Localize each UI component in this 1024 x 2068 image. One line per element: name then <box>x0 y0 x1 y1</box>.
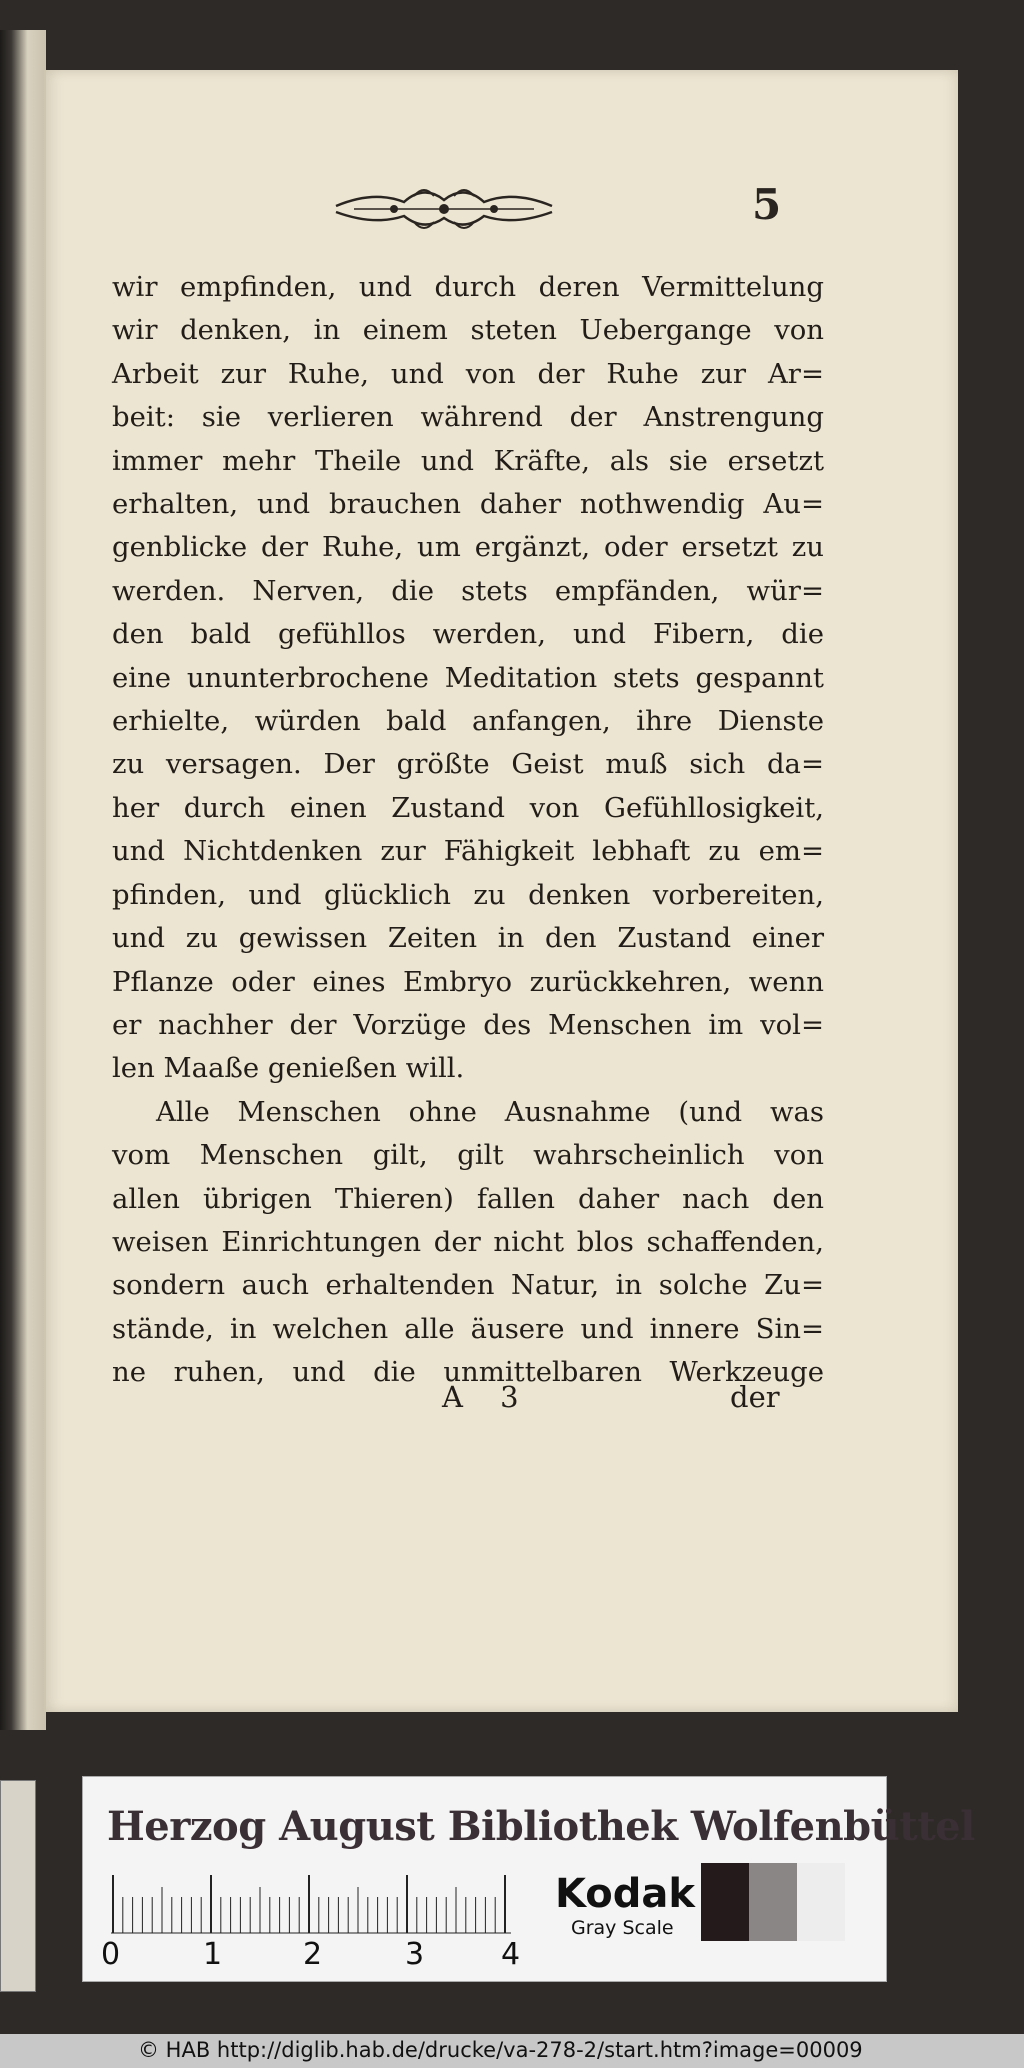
text-line: erhielte, würden bald anfangen, ihre Dienste <box>112 705 824 738</box>
ruler-scale <box>111 1875 511 1935</box>
text-line: Pflanze oder eines Embryo zurückkehren, wenn <box>112 965 824 998</box>
text-line: ne ruhen, und die unmittelbaren Werkzeuge <box>112 1356 824 1389</box>
text-line: weisen Einrichtungen der nicht blos schaffenden, <box>112 1225 824 1258</box>
text-line: stände, in welchen alle äusere und innere Sin= <box>112 1312 824 1345</box>
gray-patch-mid <box>749 1863 797 1941</box>
ruler-label: 0 <box>101 1937 121 1972</box>
text-line: erhalten, und brauchen daher nothwendig Au= <box>112 488 824 521</box>
text-line: immer mehr Theile und Kräfte, als sie ersetzt <box>112 444 824 477</box>
text-line: zu versagen. Der größte Geist muß sich da= <box>112 748 824 781</box>
gray-patch-light <box>797 1863 845 1941</box>
text-line: er nachher der Vorzüge des Menschen im vol= <box>112 1008 824 1041</box>
copyright-url: © HAB http://diglib.hab.de/drucke/va-278-2/start.htm?image=00009 <box>138 2038 863 2062</box>
ruler-label: 4 <box>501 1937 521 1972</box>
text-line: her durch einen Zustand von Gefühllosigkeit, <box>112 791 824 824</box>
signature-mark: A 3 <box>442 1380 533 1414</box>
text-line: den bald gefühllos werden, und Fibern, die <box>112 618 824 651</box>
gray-scale-label: Gray Scale <box>571 1917 674 1939</box>
adjacent-page-edge <box>0 30 46 1730</box>
page-number: 5 <box>752 180 782 229</box>
footer-bar <box>0 2034 1024 2068</box>
text-line: pfinden, und glücklich zu denken vorbereiten, <box>112 878 824 911</box>
text-line: genblicke der Ruhe, um ergänzt, oder ersetzt zu <box>112 531 824 564</box>
book-page <box>44 70 958 1712</box>
ruler-label: 1 <box>203 1937 223 1972</box>
kodak-logo: Kodak <box>555 1871 695 1917</box>
text-line: Alle Menschen ohne Ausnahme (und was <box>156 1095 824 1128</box>
text-line: sondern auch erhaltenden Natur, in solche Zu= <box>112 1269 824 1302</box>
library-name: Herzog August Bibliothek Wolfenbüttel <box>107 1803 975 1850</box>
text-line: vom Menschen gilt, gilt wahrscheinlich von <box>112 1139 824 1172</box>
catchword: der <box>730 1380 780 1414</box>
text-line: und Nichtdenken zur Fähigkeit lebhaft zu em= <box>112 835 824 868</box>
ruler-label: 3 <box>405 1937 425 1972</box>
gray-patch-dark <box>701 1863 749 1941</box>
color-calibration-card <box>82 1776 975 1982</box>
text-line: wir denken, in einem steten Uebergange von <box>112 314 824 347</box>
text-line: und zu gewissen Zeiten in den Zustand einer <box>112 922 824 955</box>
text-line: len Maaße genießen will. <box>112 1052 465 1085</box>
ruler-label: 2 <box>303 1937 323 1972</box>
text-line: werden. Nerven, die stets empfänden, wür= <box>112 574 824 607</box>
text-line: eine ununterbrochene Meditation stets gespannt <box>112 661 824 694</box>
body-text <box>112 266 824 1395</box>
text-line: Arbeit zur Ruhe, und von der Ruhe zur Ar= <box>112 357 824 390</box>
text-line: wir empfinden, und durch deren Vermittelung <box>112 271 824 303</box>
text-line: allen übrigen Thieren) fallen daher nach den <box>112 1182 824 1215</box>
ornament-icon <box>334 176 554 234</box>
text-line: beit: sie verlieren während der Anstrengung <box>112 401 824 434</box>
spine-label-strip <box>0 1780 36 1992</box>
